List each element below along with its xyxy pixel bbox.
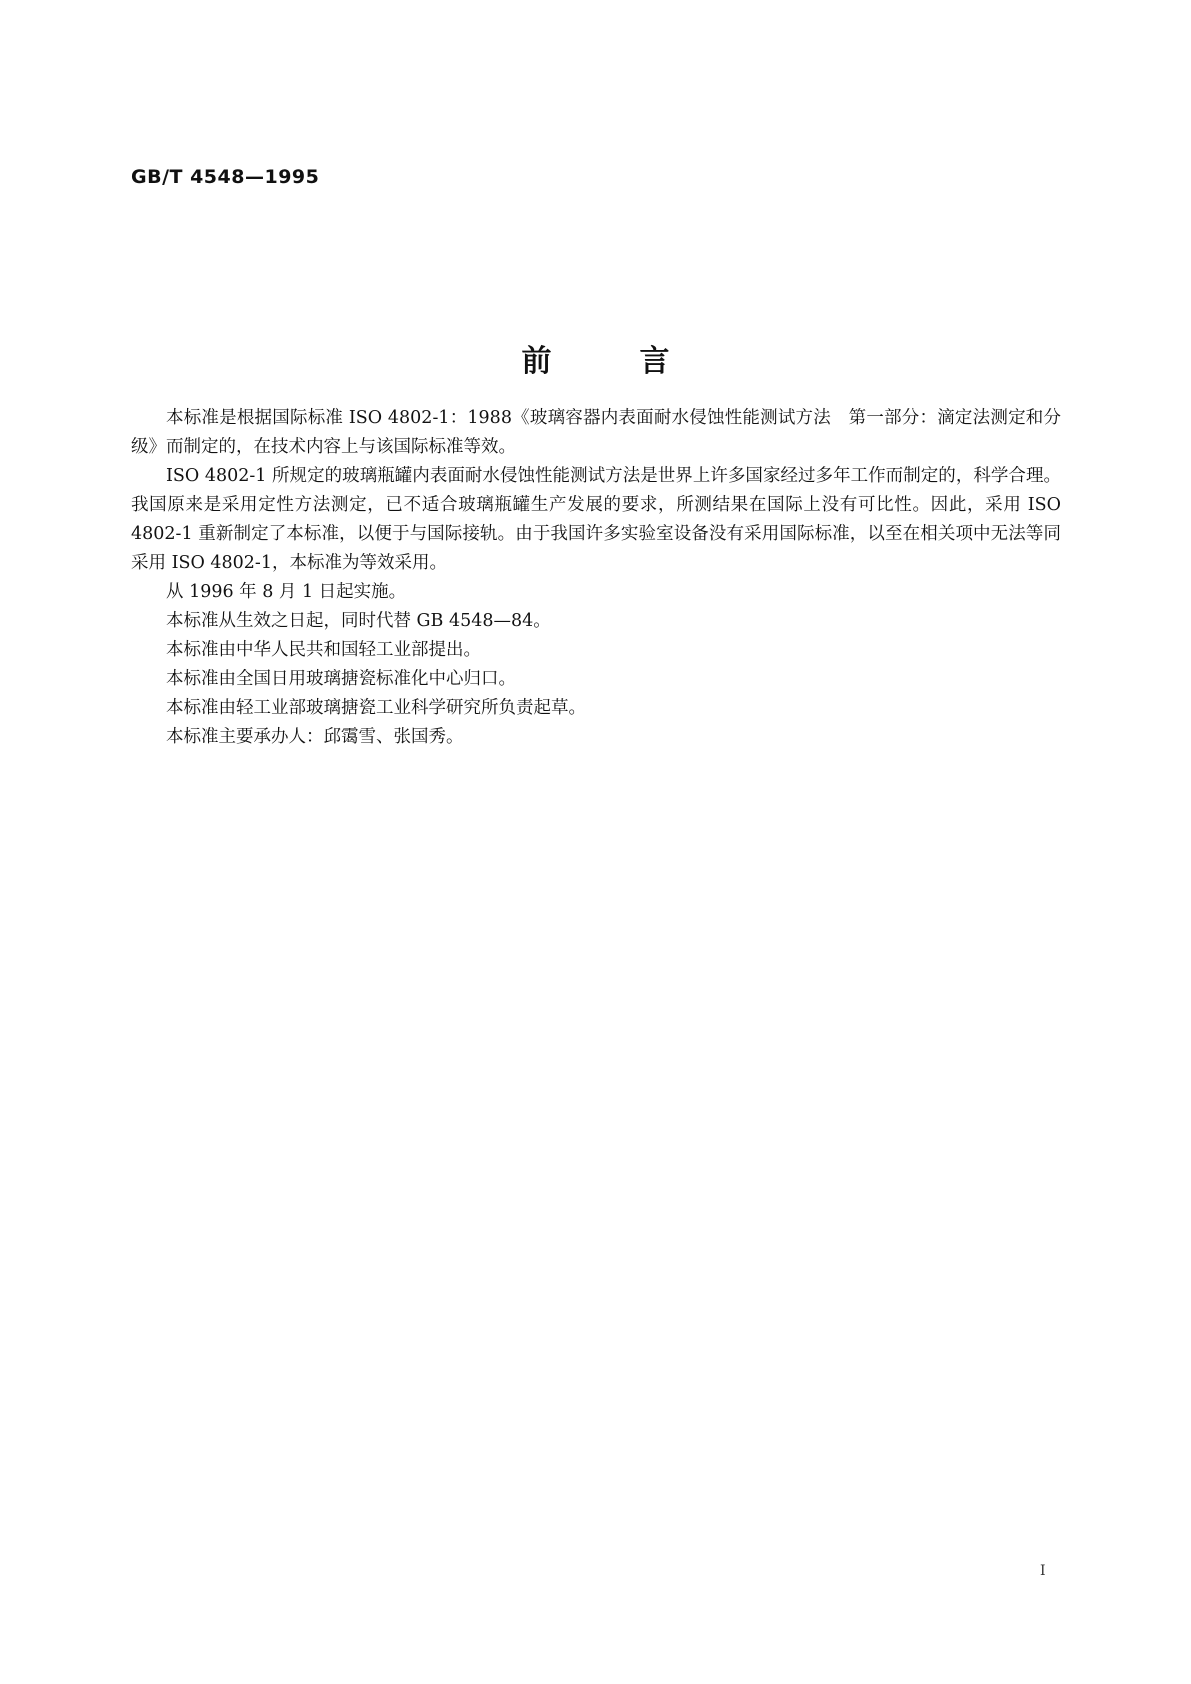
paragraph: 本标准从生效之日起，同时代替 GB 4548—84。: [166, 611, 551, 631]
title-char-2: 言: [639, 344, 670, 379]
paragraph: 本标准主要承办人：邱霭雪、张国秀。: [166, 727, 464, 747]
paragraph: 本标准是根据国际标准 ISO 4802-1：1988《玻璃容器内表面耐水侵蚀性能测试方法 第一部分：滴定法测定和分级》而制定的，在技术内容上与该国际标准等效。: [131, 408, 1061, 457]
foreword-body: [131, 404, 1061, 752]
paragraph: 本标准由全国日用玻璃搪瓷标准化中心归口。: [166, 669, 516, 689]
standard-code: GB/T 4548—1995: [131, 166, 320, 188]
paragraph: ISO 4802-1 所规定的玻璃瓶罐内表面耐水侵蚀性能测试方法是世界上许多国家经过多年工作而制定的，科学合理。我国原来是采用定性方法测定，已不适合玻璃瓶罐生产发展的要求，所测结果在国际上没有可比性。因此，采用 ISO 4802-1 重新制定了本标准，以便于与国际接轨。由于我国许多实验室设备没有采用国际标准，以至在相关项中无法等同采用 ISO 4802-1，本标准为等效采用。: [131, 466, 1061, 573]
paragraph: 本标准由轻工业部玻璃搪瓷工业科学研究所负责起草。: [166, 698, 586, 718]
paragraph: 从 1996 年 8 月 1 日起实施。: [166, 582, 407, 602]
title-char-1: 前: [521, 344, 552, 379]
page-number: I: [1040, 1563, 1046, 1579]
paragraph: 本标准由中华人民共和国轻工业部提出。: [166, 640, 481, 660]
page-title: [0, 336, 1191, 380]
